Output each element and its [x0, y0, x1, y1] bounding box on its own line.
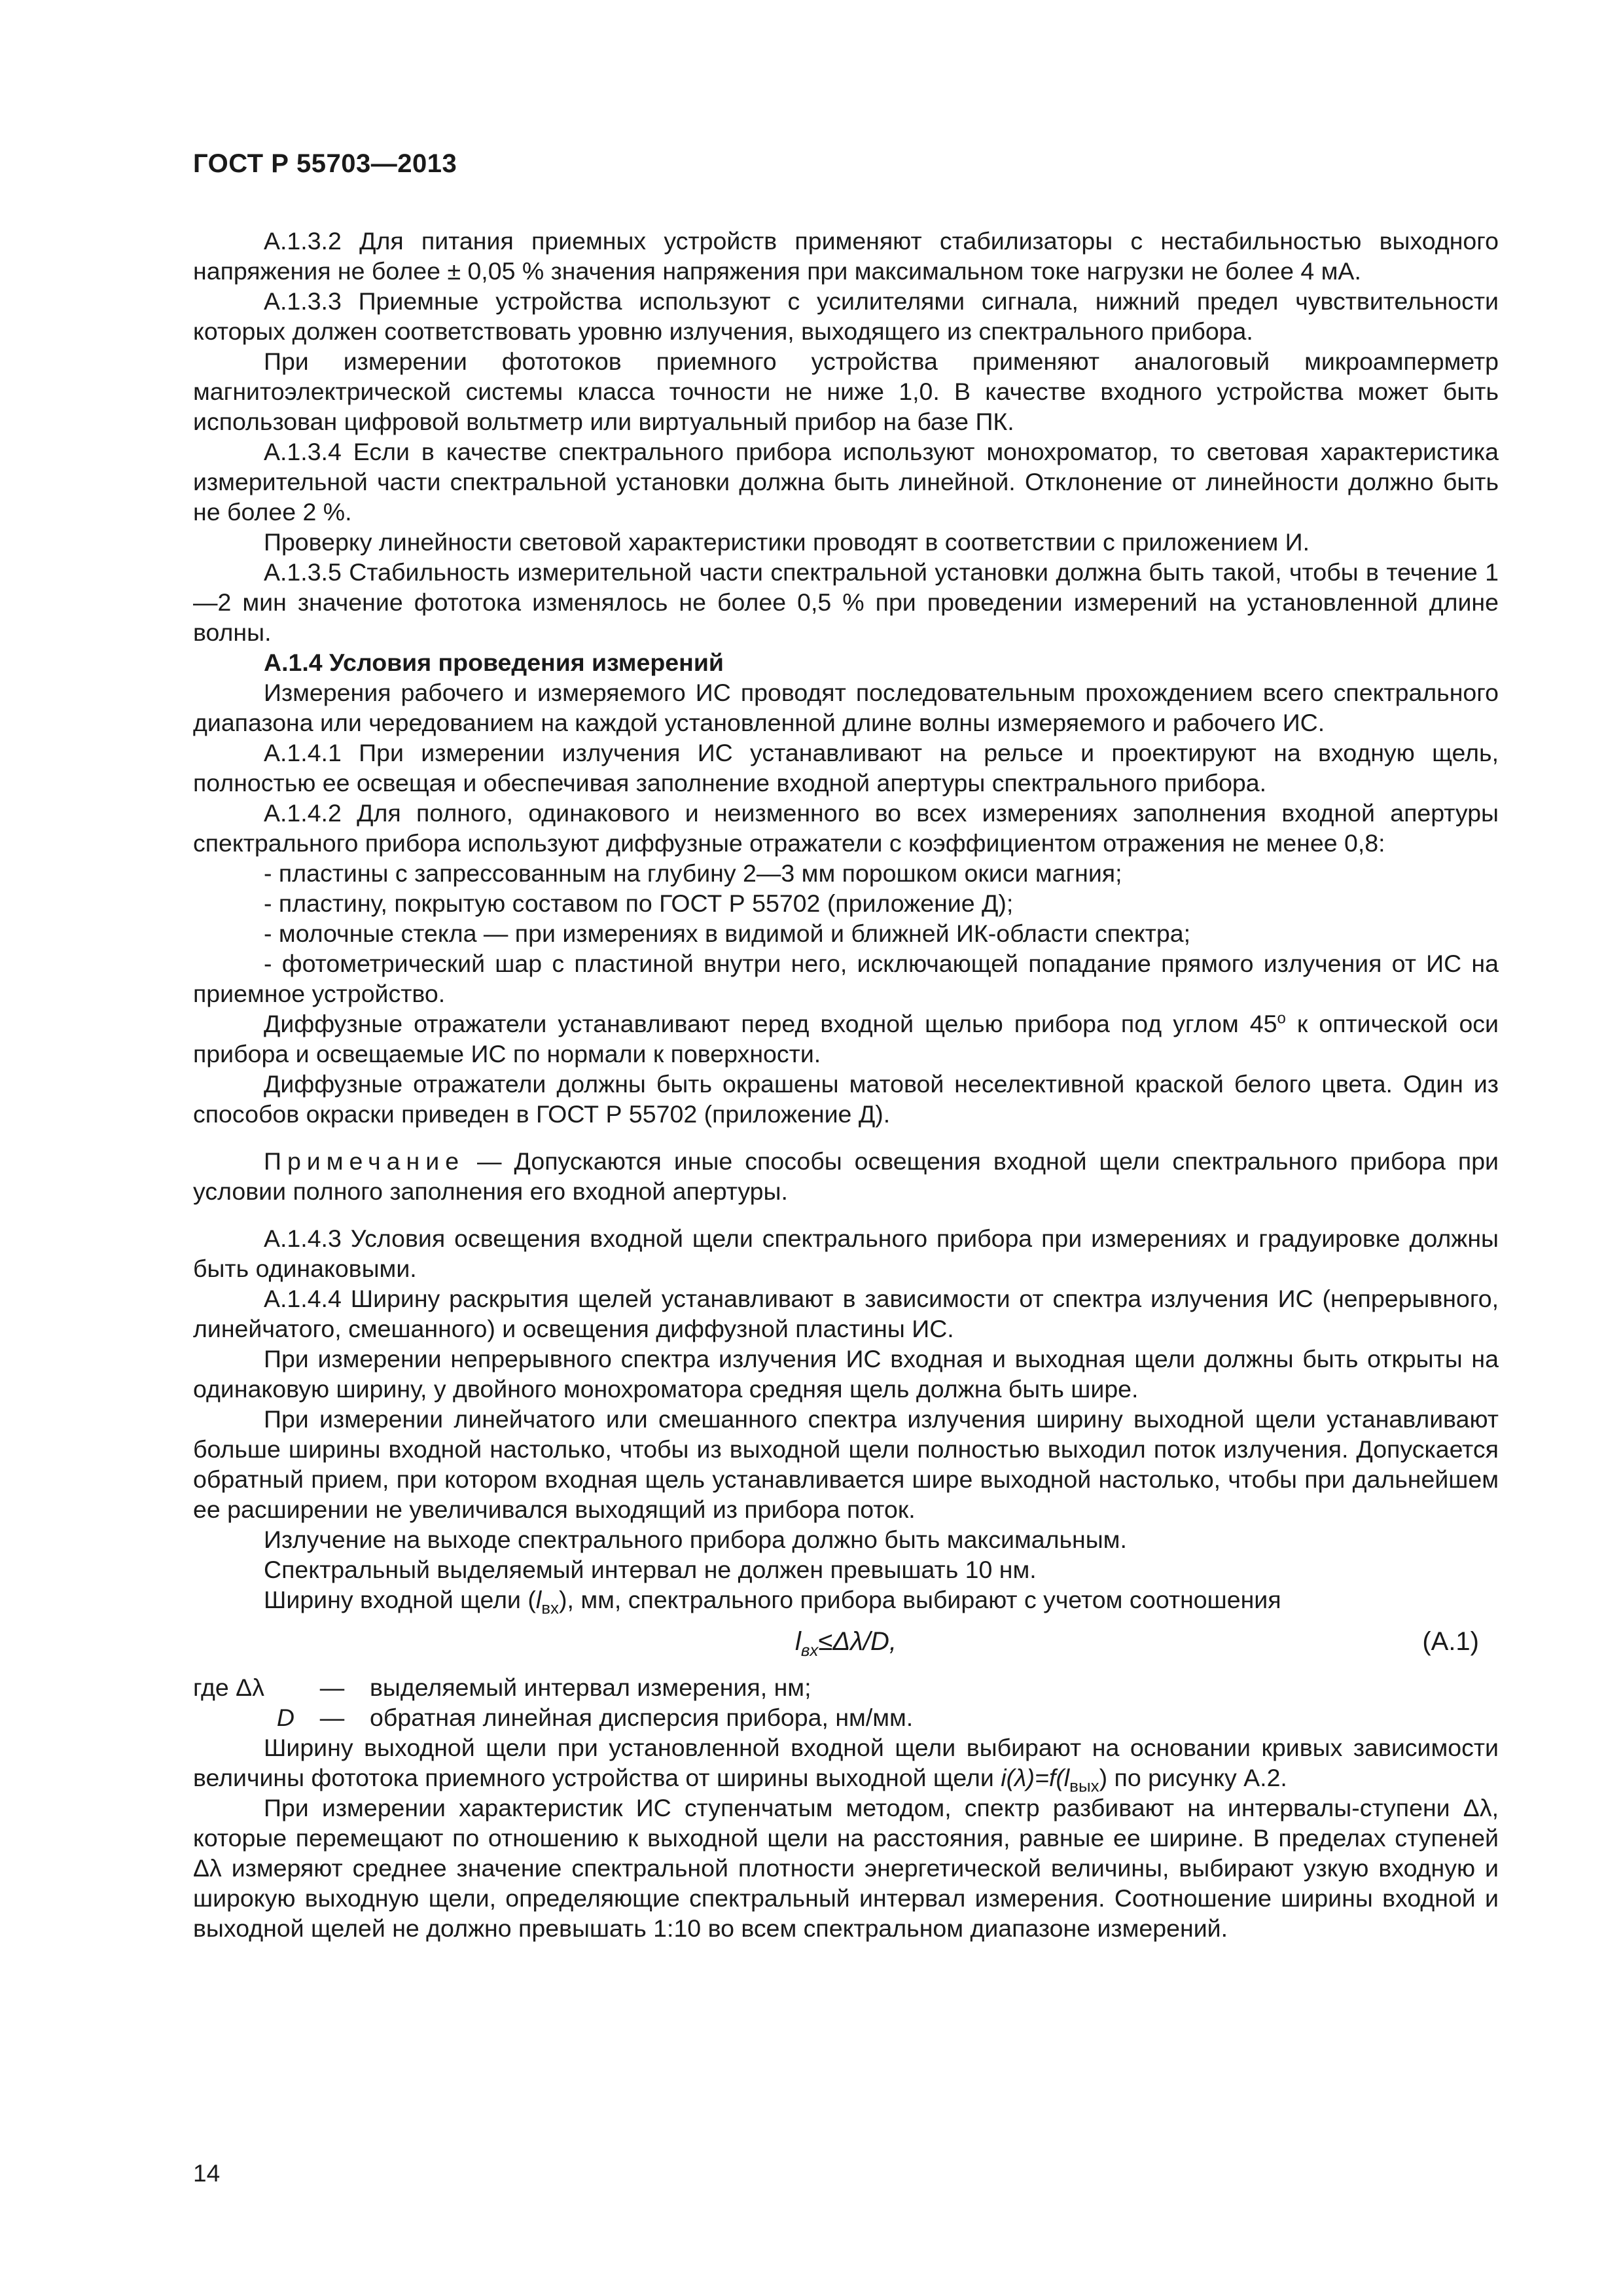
input-slit-subscript: вх — [541, 1598, 560, 1618]
paragraph-reflectors-install — [193, 1009, 1499, 1069]
page-number: 14 — [193, 2160, 221, 2187]
legend-dash: — — [319, 1704, 345, 1731]
list-item-milk-glass: - молочные стекла — при измерениях в видимой и ближней ИК-области спектра; — [264, 920, 1190, 947]
paragraph-a1-4-intro: Измерения рабочего и измеряемого ИС проводят последовательным прохождением всего спектрального диапазона или чередованием на каждой установленной длине волны измеряемого и рабочего ИС. — [193, 679, 1499, 736]
paragraph-input-slit — [193, 1585, 1499, 1618]
paragraph-reflectors-paint: Диффузные отражатели должны быть окрашены матовой неселективной краской белого цвета. Один из способов окраски приведен в ГОСТ Р 55702 (приложение Д). — [193, 1070, 1499, 1128]
document-body — [193, 226, 1499, 1943]
paragraph-a1-4-2: А.1.4.2 Для полного, одинакового и неизменного во всех измерениях заполнения входной апертуры спектрального прибора используют диффузные отражатели с коэффициентом отражения не менее 0,8: — [193, 799, 1499, 857]
note-text: — Допускаются иные способы освещения входной щели спектрального прибора при условии полного заполнения его входной апертуры. — [193, 1147, 1499, 1205]
reflectors-install-text-end: к оптической оси прибора и освещаемые ИС по нормали к поверхности. — [193, 1010, 1499, 1067]
input-slit-variable: l — [535, 1586, 542, 1613]
list-item-coated-plate: - пластину, покрытую составом по ГОСТ Р 55702 (приложение Д); — [264, 889, 1014, 917]
paragraph-a1-3-3: А.1.3.3 Приемные устройства используют с усилителями сигнала, нижний предел чувствительности которых должен соответствовать уровню излучения, выходящего из спектрального прибора. — [193, 287, 1499, 345]
legend-symbol: где Δλ — [193, 1674, 264, 1701]
paragraph-max-output: Излучение на выходе спектрального прибора должно быть максимальным. — [264, 1526, 1127, 1553]
input-slit-text: Ширину входной щели ( — [264, 1586, 536, 1613]
legend-text: обратная линейная дисперсия прибора, нм/мм. — [370, 1704, 914, 1731]
document-code-header: ГОСТ Р 55703—2013 — [193, 149, 457, 178]
paragraph-step-method: При измерении характеристик ИС ступенчатым методом, спектр разбивают на интервалы-ступени Δλ, которые перемещают по отношению к выходной щели на расстояния, равные ее ширине. В пределах ступеней Δλ измеряют среднее значение спектральной плотности энергетической величины, выбирают узкую входную и широкую выходную щели, определяющие спектральный интервал измерения. Соотношение ширины входной и выходной щелей не должно превышать 1:10 во всем спектральном диапазоне измерений. — [193, 1794, 1499, 1942]
paragraph-a1-4-4: А.1.4.4 Ширину раскрытия щелей устанавливают в зависимости от спектра излучения ИС (непрерывного, линейчатого, смешанного) и освещения диффузной пластины ИС. — [193, 1285, 1499, 1342]
note-label: Примечание — [264, 1147, 465, 1175]
paragraph-a1-3-4: А.1.3.4 Если в качестве спектрального прибора используют монохроматор, то световая характеристика измерительной части спектральной установки должна быть линейной. Отклонение от линейности должно быть не более 2 %. — [193, 438, 1499, 526]
paragraph-photocurrent-measurement: При измерении фототоков приемного устройства применяют аналоговый микроамперметр магнитоэлектрической системы класса точности не ниже 1,0. В качестве входного устройства может быть использован цифровой вольтметр или виртуальный прибор на базе ПК. — [193, 348, 1499, 435]
input-slit-text-end: ), мм, спектрального прибора выбирают с учетом соотношения — [559, 1586, 1281, 1613]
output-slit-text: Ширину выходной щели при установленной входной щели выбирают на основании кривых зависимости величины фототока приемного устройства от ширины выходной щели — [193, 1734, 1499, 1791]
output-slit-close: ) — [1099, 1764, 1108, 1791]
reflectors-install-text: Диффузные отражатели устанавливают перед входной щелью прибора под углом 45 — [264, 1010, 1277, 1037]
legend-dash: — — [319, 1674, 345, 1701]
formula-expression — [193, 1626, 1499, 1660]
list-item-plates: - пластины с запрессованным на глубину 2—3 мм порошком окиси магния; — [264, 859, 1122, 887]
paragraph-a1-3-2: А.1.3.2 Для питания приемных устройств применяют стабилизаторы с нестабильностью выходного напряжения не более ± 0,05 % значения напряжения при максимальном токе нагрузки не более 4 мА. — [193, 227, 1499, 285]
formula-lhs: l — [794, 1627, 801, 1656]
paragraph-a1-3-5: А.1.3.5 Стабильность измерительной части спектральной установки должна быть такой, чтобы в течение 1—2 мин значение фототока изменялось не более 0,5 % при проведении измерений на установленной длине волны. — [193, 558, 1499, 646]
list-item-photometric-sphere: - фотометрический шар с пластиной внутри него, исключающей попадание прямого излучения от ИС на приемное устройство. — [193, 950, 1499, 1007]
formula-lhs-subscript: вх — [800, 1640, 819, 1660]
paragraph-a1-4-3: А.1.4.3 Условия освещения входной щели спектрального прибора при измерениях и градуировке должны быть одинаковыми. — [193, 1225, 1499, 1282]
legend-row-dispersion — [193, 1702, 1499, 1732]
output-slit-text-end: по рисунку А.2. — [1107, 1764, 1287, 1791]
output-slit-function: i(λ)=f(l — [1001, 1764, 1070, 1791]
paragraph-a1-4-1: А.1.4.1 При измерении излучения ИС устанавливают на рельсе и проектируют на входную щель, полностью ее освещая и обеспечивая заполнение входной апертуры спектрального прибора. — [193, 739, 1499, 797]
formula-rhs: ≤Δλ/D, — [818, 1627, 897, 1656]
legend-row-delta-lambda — [193, 1672, 1499, 1702]
section-heading-a1-4: А.1.4 Условия проведения измерений — [264, 649, 724, 676]
legend-symbol: D — [276, 1704, 294, 1731]
paragraph-continuous-spectrum: При измерении непрерывного спектра излучения ИС входная и выходная щели должны быть открыты на одинаковую ширину, у двойного монохроматора средняя щель должна быть шире. — [193, 1345, 1499, 1403]
paragraph-output-slit — [193, 1732, 1499, 1796]
paragraph-line-spectrum: При измерении линейчатого или смешанного спектра излучения ширину выходной щели устанавливают больше ширины входной настолько, чтобы из выходной щели полностью выходил поток излучения. Допускается обратный прием, при котором входная щель устанавливается шире выходной настолько, чтобы при дальнейшем ее расширении не увеличивался выходящий из прибора поток. — [193, 1405, 1499, 1523]
legend-text: выделяемый интервал измерения, нм; — [370, 1674, 812, 1701]
paragraph-linearity-check: Проверку линейности световой характеристики проводят в соответствии с приложением И. — [264, 528, 1310, 556]
formula-a1 — [193, 1620, 1499, 1672]
output-slit-subscript: вых — [1069, 1776, 1099, 1796]
paragraph-interval-limit: Спектральный выделяемый интервал не должен превышать 10 нм. — [264, 1556, 1037, 1583]
formula-number: (А.1) — [1422, 1627, 1479, 1656]
note — [193, 1146, 1499, 1206]
degree-sign: о — [1277, 1009, 1286, 1028]
